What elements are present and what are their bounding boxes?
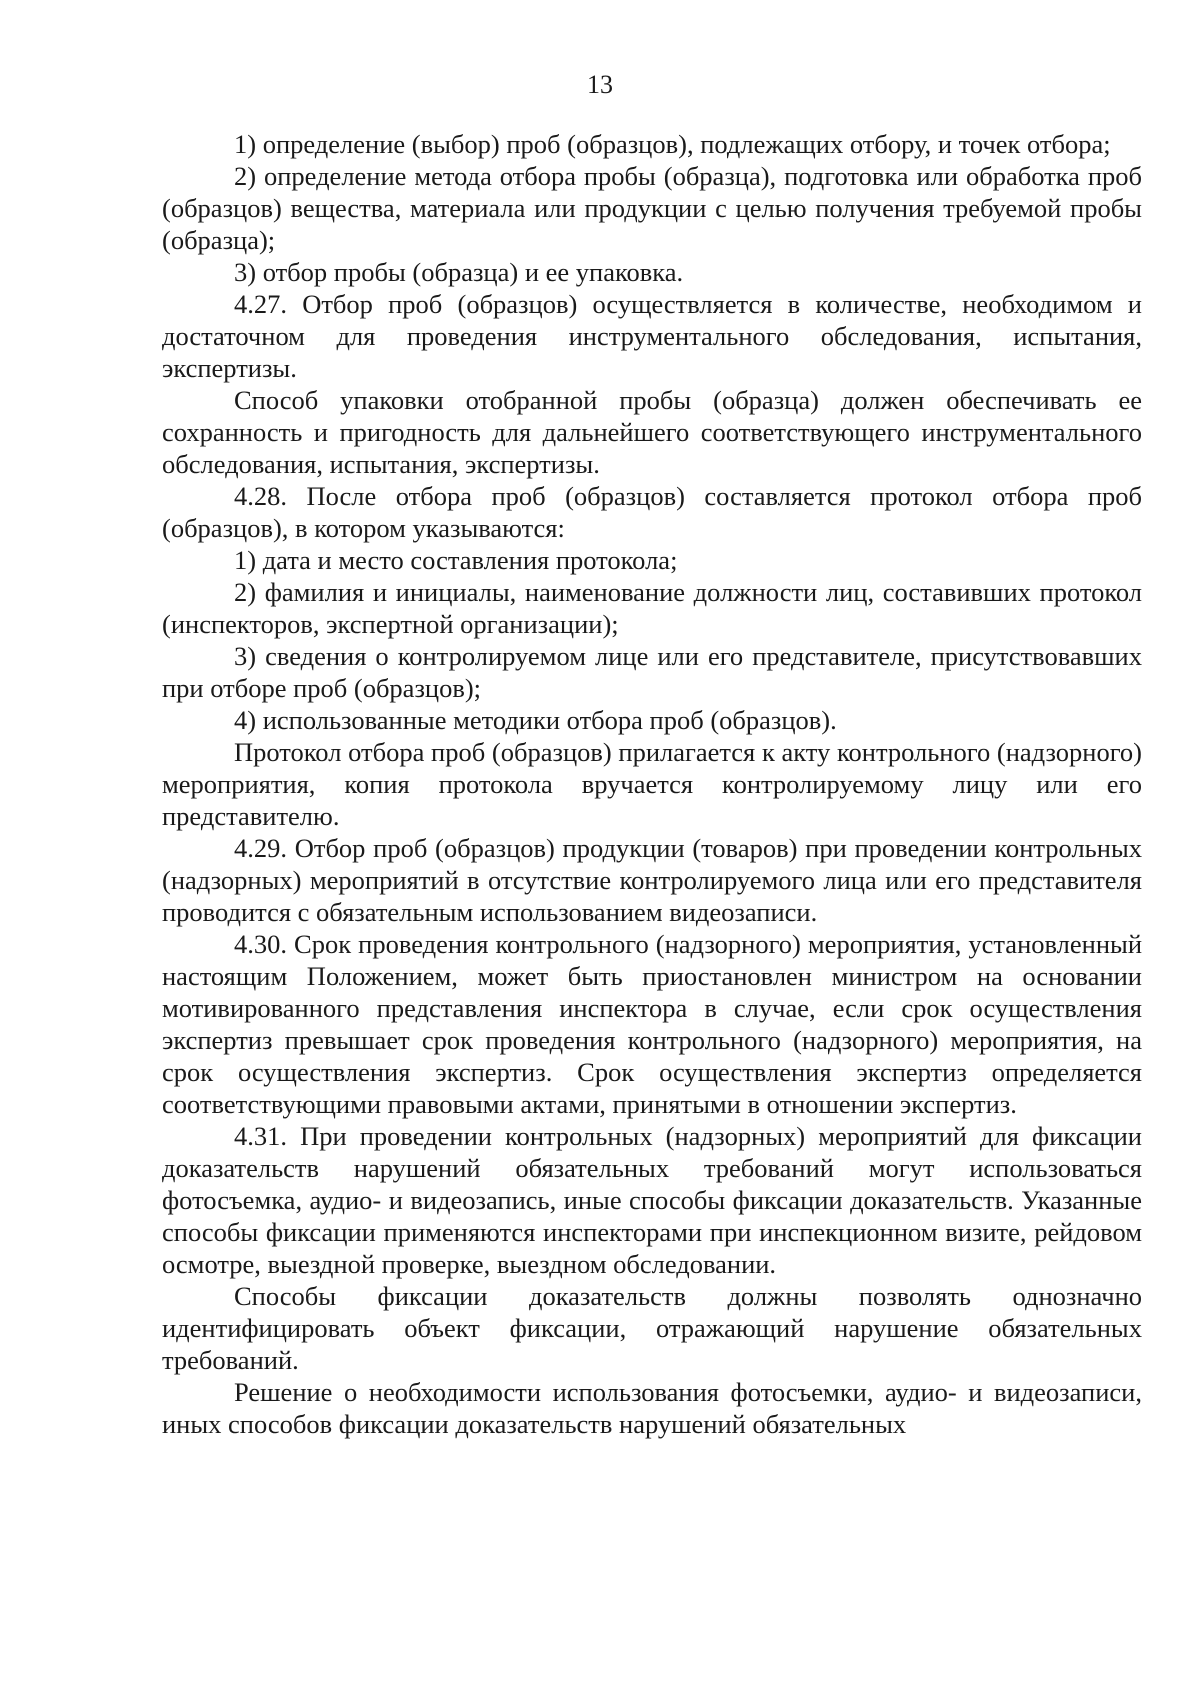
- paragraph: 4.30. Срок проведения контрольного (надзорного) мероприятия, установленный настоящим Положением, может быть приостановлен министром на основании мотивированного представления инспектора в случае, если срок осуществления экспертиз превышает срок проведения контрольного (надзорного) мероприятия, на срок осуществления экспертиз. Срок осуществления экспертиз определяется соответствующими правовыми актами, принятыми в отношении экспертиз.: [162, 929, 1142, 1119]
- paragraph: 1) дата и место составления протокола;: [234, 545, 678, 575]
- paragraph: Способ упаковки отобранной пробы (образца) должен обеспечивать ее сохранность и пригодность для дальнейшего соответствующего инструментального обследования, испытания, экспертизы.: [162, 385, 1142, 479]
- page-number: 13: [587, 70, 613, 99]
- paragraph: 2) фамилия и инициалы, наименование должности лиц, составивших протокол (инспекторов, экспертной организации);: [162, 577, 1142, 639]
- paragraph: 4.28. После отбора проб (образцов) составляется протокол отбора проб (образцов), в котором указываются:: [162, 481, 1142, 543]
- paragraph: 4.27. Отбор проб (образцов) осуществляется в количестве, необходимом и достаточном для проведения инструментального обследования, испытания, экспертизы.: [162, 289, 1142, 383]
- paragraph: 2) определение метода отбора пробы (образца), подготовка или обработка проб (образцов) вещества, материала или продукции с целью получения требуемой пробы (образца);: [162, 161, 1142, 255]
- paragraph: Протокол отбора проб (образцов) прилагается к акту контрольного (надзорного) мероприятия, копия протокола вручается контролируемому лицу или его представителю.: [162, 737, 1142, 831]
- document-body: [162, 128, 1142, 1440]
- paragraph: 1) определение (выбор) проб (образцов), подлежащих отбору, и точек отбора;: [234, 129, 1111, 159]
- paragraph: 3) сведения о контролируемом лице или его представителе, присутствовавших при отборе проб (образцов);: [162, 641, 1142, 703]
- paragraph: Способы фиксации доказательств должны позволять однозначно идентифицировать объект фиксации, отражающий нарушение обязательных требований.: [162, 1281, 1142, 1375]
- paragraph: 4.29. Отбор проб (образцов) продукции (товаров) при проведении контрольных (надзорных) мероприятий в отсутствие контролируемого лица или его представителя проводится с обязательным использованием видеозаписи.: [162, 833, 1142, 927]
- paragraph: Решение о необходимости использования фотосъемки, аудио- и видеозаписи, иных способов фиксации доказательств нарушений обязательных: [162, 1377, 1142, 1439]
- paragraph: 3) отбор пробы (образца) и ее упаковка.: [234, 257, 684, 287]
- paragraph: 4) использованные методики отбора проб (образцов).: [234, 705, 837, 735]
- paragraph: 4.31. При проведении контрольных (надзорных) мероприятий для фиксации доказательств нарушений обязательных требований могут использоваться фотосъемка, аудио- и видеозапись, иные способы фиксации доказательств. Указанные способы фиксации применяются инспекторами при инспекционном визите, рейдовом осмотре, выездной проверке, выездном обследовании.: [162, 1121, 1142, 1279]
